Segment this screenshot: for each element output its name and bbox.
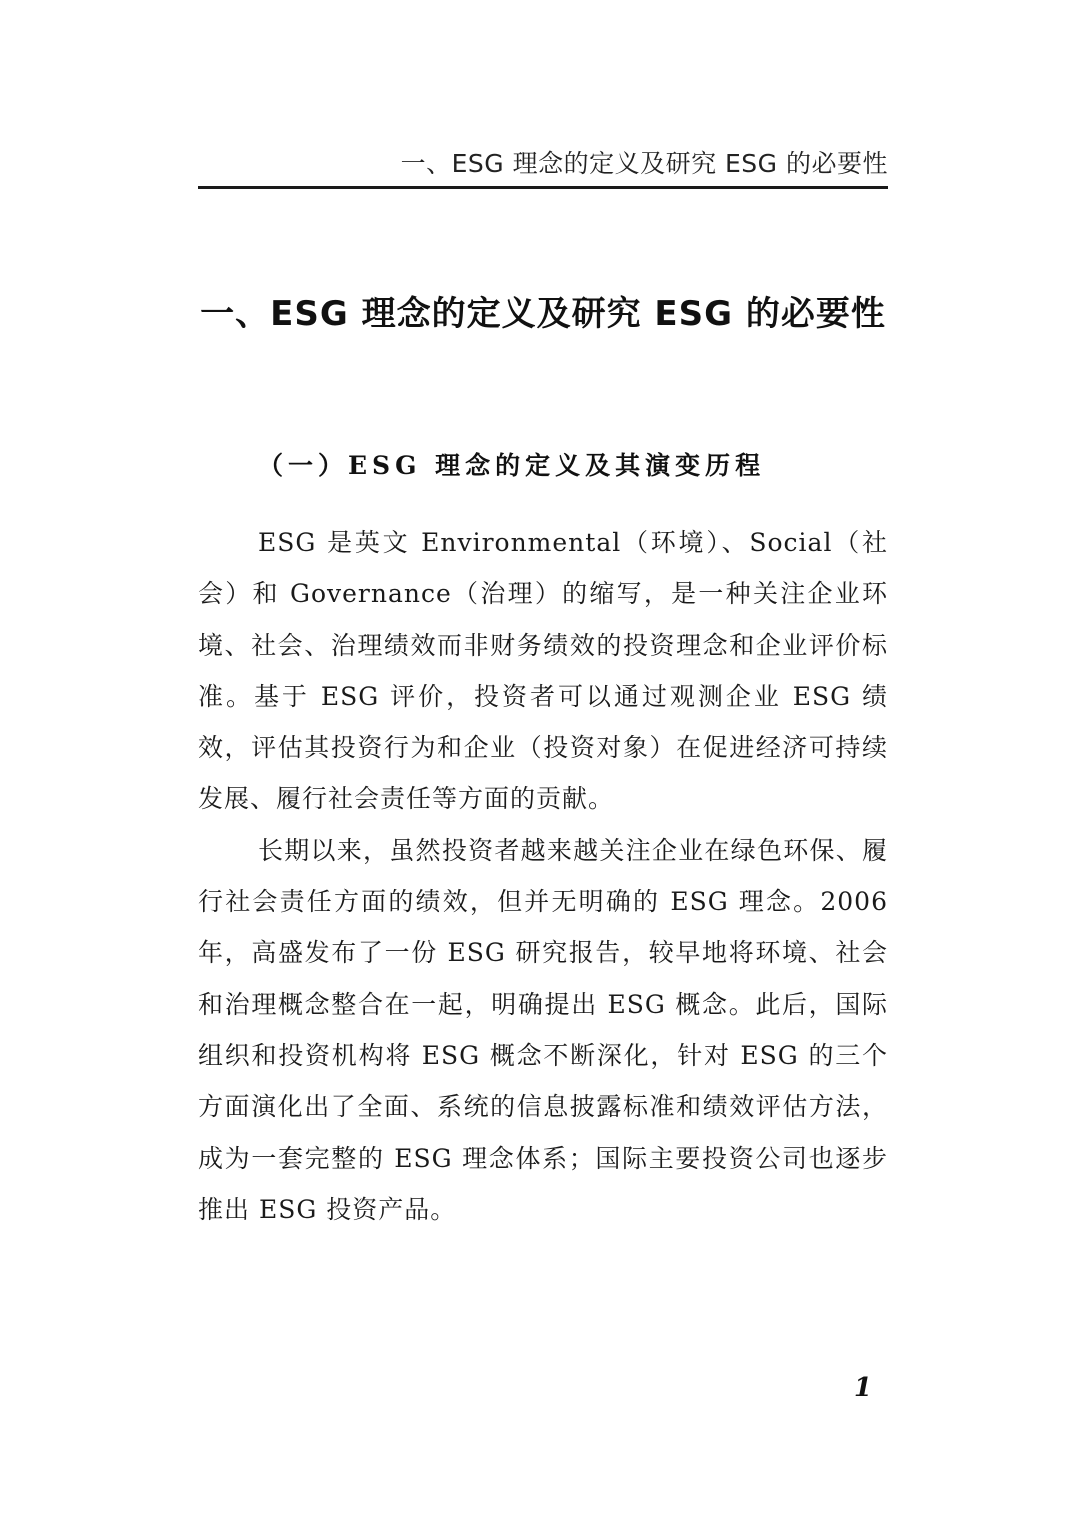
paragraph-2: 长期以来，虽然投资者越来越关注企业在绿色环保、履行社会责任方面的绩效，但并无明确的 ESG 理念。2006 年，高盛发布了一份 ESG 研究报告，较早地将环境、社会和治理概念整合在一起，明确提出 ESG 概念。此后，国际组织和投资机构将 ESG 概念不断深化，针对 ESG 的三个方面演化出了全面、系统的信息披露标准和绩效评估方法，成为一套完整的 ESG 理念体系；国际主要投资公司也逐步推出 ESG 投资产品。 <box>198 835 888 1224</box>
page-number: 1 <box>853 1373 872 1403</box>
chapter-title: 一、ESG 理念的定义及研究 ESG 的必要性 <box>200 294 886 334</box>
running-header: 一、ESG 理念的定义及研究 ESG 的必要性 <box>400 149 888 178</box>
section-heading: （一）ESG 理念的定义及其演变历程 <box>258 451 766 480</box>
header-rule <box>198 186 888 189</box>
body-text <box>198 517 888 1235</box>
paragraph-1: ESG 是英文 Environmental（环境）、Social（社会）和 Governance（治理）的缩写，是一种关注企业环境、社会、治理绩效而非财务绩效的投资理念和企业评价标准。基于 ESG 评价，投资者可以通过观测企业 ESG 绩效，评估其投资行为和企业（投资对象）在促进经济可持续发展、履行社会责任等方面的贡献。 <box>198 528 888 814</box>
